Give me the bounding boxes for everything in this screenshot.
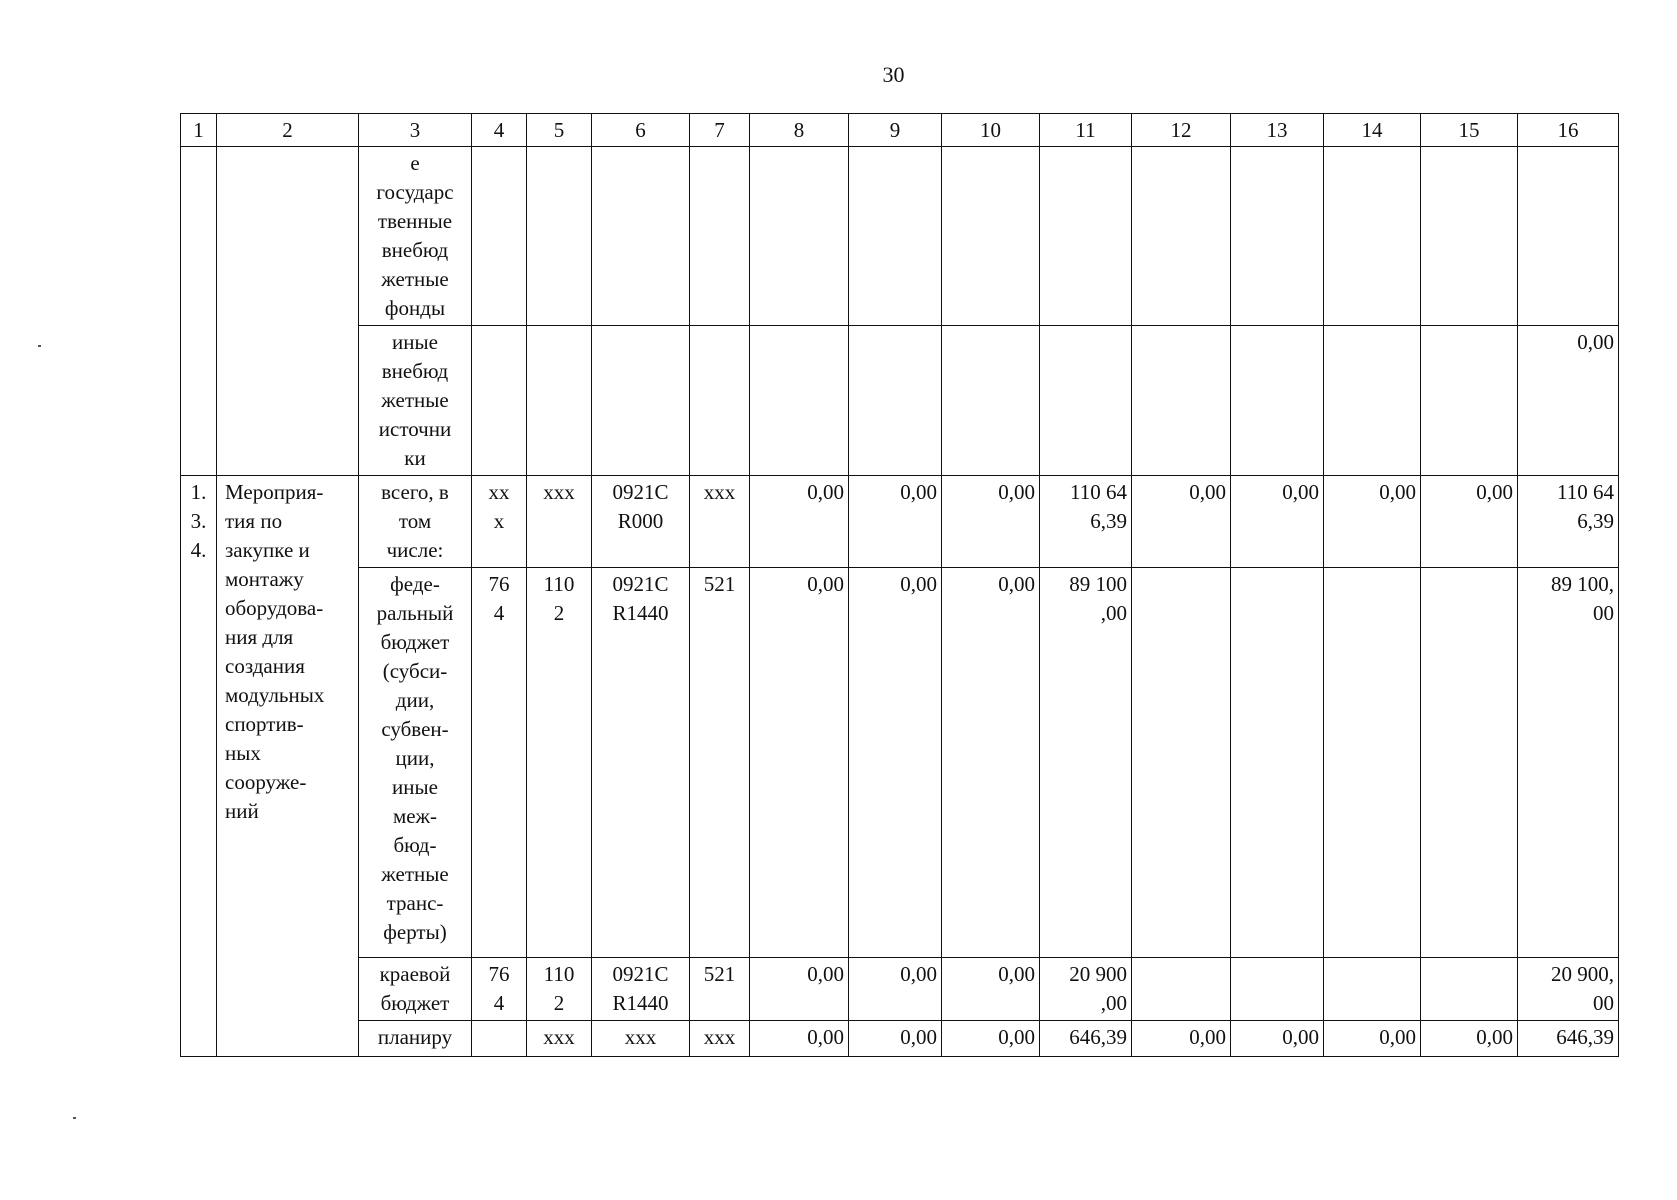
item-name-cell: Мероприя- тия по закупке и монтажу оборудова- ния для создания модульных спортив- ных сооруже- ний [217,476,359,1057]
value-cell: 0,00 [942,476,1040,568]
empty-cell [592,326,690,476]
value-cell: 0,00 [942,958,1040,1021]
value-cell: 0,00 [942,1021,1040,1057]
empty-cell [527,326,592,476]
value-cell: 0,00 [750,568,849,958]
value-cell [1132,958,1231,1021]
value-cell: 521 [690,568,750,958]
header-cell: 13 [1231,114,1324,147]
value-cell: 521 [690,958,750,1021]
value-cell: 110 2 [527,958,592,1021]
funding-source-cell: феде- ральный бюджет (субси- дии, субвен- ции, иные меж- бюд- жетные транс- ферты) [359,568,472,958]
funding-source-cell: е государс твенные внебюд жетные фонды [359,147,472,326]
value-cell: 76 4 [472,958,527,1021]
value-cell: 89 100, 00 [1518,568,1619,958]
header-cell: 5 [527,114,592,147]
value-cell: 0921С R1440 [592,958,690,1021]
header-cell: 7 [690,114,750,147]
empty-cell [1324,147,1421,326]
value-cell [1324,958,1421,1021]
header-cell: 9 [849,114,942,147]
value-cell: 0921С R000 [592,476,690,568]
value-cell: 0,00 [750,476,849,568]
value-cell: 0,00 [1324,1021,1421,1057]
empty-cell [942,326,1040,476]
header-cell: 15 [1421,114,1518,147]
header-cell: 6 [592,114,690,147]
empty-cell [592,147,690,326]
value-cell: ххх [690,476,750,568]
header-cell: 12 [1132,114,1231,147]
header-cell: 8 [750,114,849,147]
empty-cell [750,147,849,326]
value-cell: 0,00 [1421,1021,1518,1057]
value-cell: 89 100 ,00 [1040,568,1132,958]
table-row [181,326,1619,476]
empty-cell [527,147,592,326]
header-cell: 3 [359,114,472,147]
budget-table [180,113,1619,1057]
value-cell [1518,147,1619,326]
value-cell: 0921С R1440 [592,568,690,958]
value-cell: 646,39 [1518,1021,1619,1057]
header-cell: 10 [942,114,1040,147]
empty-cell [942,147,1040,326]
value-cell: 0,00 [1132,1021,1231,1057]
value-cell: 0,00 [1421,476,1518,568]
funding-source-cell: иные внебюд жетные источни ки [359,326,472,476]
value-cell: 646,39 [1040,1021,1132,1057]
empty-cell [1040,147,1132,326]
header-cell: 14 [1324,114,1421,147]
value-cell: 0,00 [849,1021,942,1057]
value-cell: ххх [690,1021,750,1057]
value-cell: 0,00 [1518,326,1619,476]
value-cell: 76 4 [472,568,527,958]
empty-cell [690,147,750,326]
empty-cell [472,326,527,476]
value-cell: 0,00 [750,958,849,1021]
scan-speck [73,1117,76,1119]
table-row [181,147,1619,326]
header-row [181,114,1619,147]
funding-source-cell: краевой бюджет [359,958,472,1021]
header-cell: 1 [181,114,217,147]
value-cell: хх х [472,476,527,568]
value-cell: 0,00 [849,476,942,568]
value-cell: 0,00 [1231,476,1324,568]
page-number: 30 [882,62,905,87]
empty-cell [1421,147,1518,326]
empty-cell [181,147,217,476]
funding-source-cell: всего, в том числе: [359,476,472,568]
table-row [181,1021,1619,1057]
empty-cell [1231,326,1324,476]
empty-cell [1324,326,1421,476]
value-cell [1231,568,1324,958]
value-cell [1421,958,1518,1021]
value-cell: ххх [527,476,592,568]
value-cell: 110 64 6,39 [1518,476,1619,568]
item-number-cell: 1. 3. 4. [181,476,217,1057]
empty-cell [1421,326,1518,476]
value-cell: 0,00 [1324,476,1421,568]
value-cell: 110 2 [527,568,592,958]
value-cell: 0,00 [1231,1021,1324,1057]
value-cell: 0,00 [750,1021,849,1057]
value-cell: 110 64 6,39 [1040,476,1132,568]
value-cell [1421,568,1518,958]
value-cell [1231,958,1324,1021]
empty-cell [849,326,942,476]
empty-cell [1132,147,1231,326]
header-cell: 2 [217,114,359,147]
empty-cell [1132,326,1231,476]
value-cell: 0,00 [1132,476,1231,568]
value-cell: ххх [527,1021,592,1057]
header-cell: 4 [472,114,527,147]
value-cell: 20 900 ,00 [1040,958,1132,1021]
empty-cell [750,326,849,476]
header-cell: 16 [1518,114,1619,147]
scan-speck [38,345,41,347]
value-cell [1324,568,1421,958]
empty-cell [849,147,942,326]
value-cell: 0,00 [849,958,942,1021]
empty-cell [472,147,527,326]
value-cell [1132,568,1231,958]
value-cell: ххх [592,1021,690,1057]
value-cell: 0,00 [849,568,942,958]
table-row [181,568,1619,958]
table-row [181,958,1619,1021]
empty-cell [217,147,359,476]
value-cell: 20 900, 00 [1518,958,1619,1021]
value-cell [472,1021,527,1057]
empty-cell [690,326,750,476]
empty-cell [1231,147,1324,326]
header-cell: 11 [1040,114,1132,147]
funding-source-cell: планиру [359,1021,472,1057]
empty-cell [1040,326,1132,476]
table-row [181,476,1619,568]
value-cell: 0,00 [942,568,1040,958]
